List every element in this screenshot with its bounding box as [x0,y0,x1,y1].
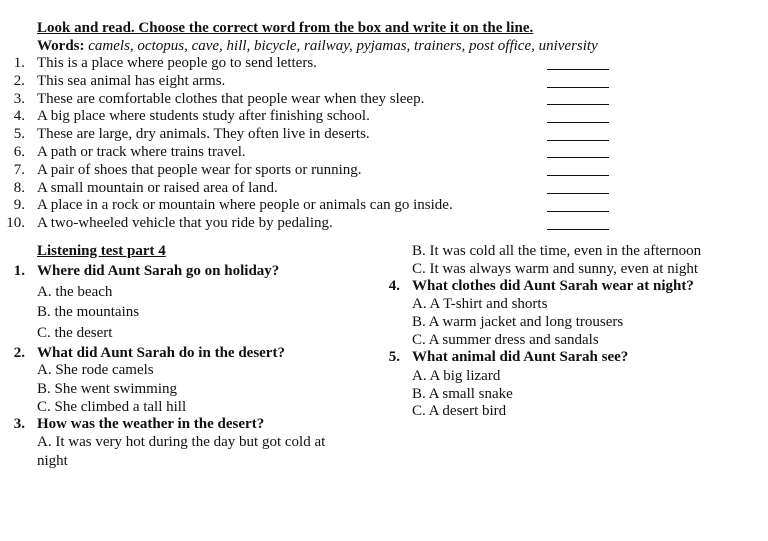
question-number: 1. [13,263,25,279]
option-a[interactable]: A. She rode camels [37,362,154,378]
question-text: This sea animal has eight arms. [37,73,226,89]
option-a[interactable]: A. A T-shirt and shorts [412,296,548,312]
answer-line[interactable] [547,87,609,88]
question-text: A two-wheeled vehicle that you ride by pedaling. [37,215,333,231]
answer-line[interactable] [547,211,609,212]
option-c[interactable]: C. the desert [37,325,113,341]
option-a[interactable]: A. It was very hot during the day but got cold at night [37,434,326,469]
question-text: A place in a rock or mountain where people or animals can go inside. [37,197,453,213]
answer-line[interactable] [547,193,609,194]
question-number: 9. [13,197,25,213]
option-b[interactable]: B. A small snake [412,386,513,402]
option-c[interactable]: C. A desert bird [412,403,507,419]
question-number: 2. [13,345,25,361]
listening-title: Listening test part 4 [37,243,166,259]
option-a[interactable]: A. the beach [37,284,113,300]
question-text: These are comfortable clothes that people wear when they sleep. [37,91,425,107]
question-text: This is a place where people go to send letters. [37,55,317,71]
option-b[interactable]: B. A warm jacket and long trousers [412,314,624,330]
question-number: 5. [388,349,400,365]
answer-line[interactable] [547,122,609,123]
question-text: A small mountain or raised area of land. [37,180,278,196]
words-label: Words: [37,38,85,54]
word-box [37,37,598,55]
question-text: What did Aunt Sarah do in the desert? [37,345,285,361]
question-number: 4. [388,278,400,294]
question-number: 4. [13,108,25,124]
instruction-heading: Look and read. Choose the correct word from the box and write it on the line. [37,20,534,36]
question-text: These are large, dry animals. They often live in deserts. [37,126,370,142]
question-text: How was the weather in the desert? [37,416,265,432]
question-text: What clothes did Aunt Sarah wear at night? [412,278,694,294]
option-a[interactable]: A. A big lizard [412,368,501,384]
question-text: Where did Aunt Sarah go on holiday? [37,263,280,279]
option-b[interactable]: B. It was cold all the time, even in the afternoon [412,243,702,259]
question-number: 3. [13,416,25,432]
option-c[interactable]: C. A summer dress and sandals [412,332,599,348]
option-b[interactable]: B. She went swimming [37,381,178,397]
words-list: camels, octopus, cave, hill, bicycle, railway, pyjamas, trainers, post office, university [88,38,598,54]
answer-line[interactable] [547,175,609,176]
question-number: 1. [13,55,25,71]
question-number: 6. [13,144,25,160]
answer-line[interactable] [547,157,609,158]
question-text: A path or track where trains travel. [37,144,246,160]
question-number: 10. [6,215,25,231]
option-c[interactable]: C. It was always warm and sunny, even at night [412,261,699,277]
question-number: 8. [13,180,25,196]
answer-line[interactable] [547,69,609,70]
question-text: A big place where students study after finishing school. [37,108,370,124]
question-text: What animal did Aunt Sarah see? [412,349,629,365]
answer-line[interactable] [547,229,609,230]
question-text: A pair of shoes that people wear for sports or running. [37,162,362,178]
option-b[interactable]: B. the mountains [37,304,140,320]
answer-line[interactable] [547,140,609,141]
question-number: 3. [13,91,25,107]
option-c[interactable]: C. She climbed a tall hill [37,399,187,415]
answer-line[interactable] [547,104,609,105]
question-number: 7. [13,162,25,178]
question-number: 5. [13,126,25,142]
question-number: 2. [13,73,25,89]
